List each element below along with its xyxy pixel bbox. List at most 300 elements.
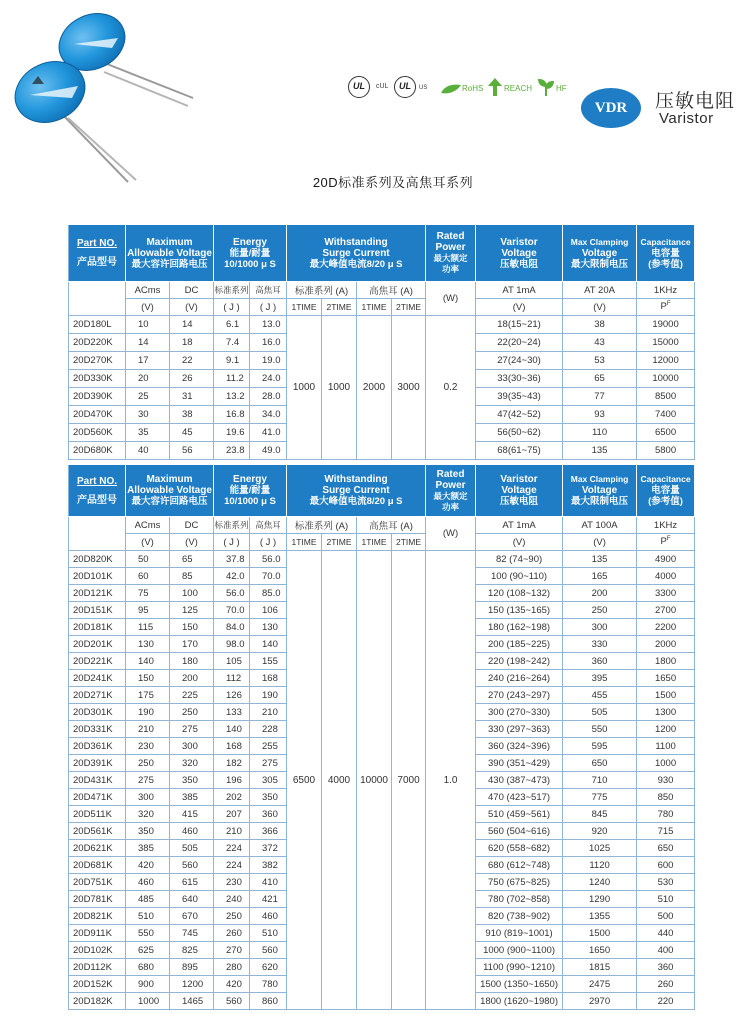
part-number-cell: 20D781K	[69, 891, 126, 908]
subheader-energy-high: 高焦耳	[250, 517, 287, 534]
dc-cell: 670	[170, 908, 214, 925]
header-part-no: Part NO. 产品型号	[69, 225, 126, 282]
energy-std-cell: 207	[214, 806, 250, 823]
clamp-voltage-cell: 710	[563, 772, 637, 789]
energy-high-cell: 34.0	[250, 406, 287, 424]
capacitance-cell: 850	[637, 789, 695, 806]
acms-cell: 35	[126, 424, 170, 442]
varistor-voltage-cell: 1100 (990~1210)	[476, 959, 563, 976]
energy-high-cell: 19.0	[250, 352, 287, 370]
dc-cell: 505	[170, 840, 214, 857]
clamp-voltage-cell: 650	[563, 755, 637, 772]
subheader-varistor-test: AT 1mA	[476, 517, 563, 534]
surge-high-1time-cell: 2000	[357, 316, 392, 460]
unit-time2-std: 2TIME	[322, 534, 357, 551]
clamp-voltage-cell: 1355	[563, 908, 637, 925]
acms-cell: 385	[126, 840, 170, 857]
clamp-voltage-cell: 1650	[563, 942, 637, 959]
acms-cell: 550	[126, 925, 170, 942]
dc-cell: 45	[170, 424, 214, 442]
unit-acms: (V)	[126, 299, 170, 316]
energy-std-cell: 23.8	[214, 442, 250, 460]
part-number-cell: 20D621K	[69, 840, 126, 857]
unit-time1-std: 1TIME	[287, 534, 322, 551]
acms-cell: 485	[126, 891, 170, 908]
capacitance-cell: 530	[637, 874, 695, 891]
energy-high-cell: 155	[250, 653, 287, 670]
clamp-voltage-cell: 53	[563, 352, 637, 370]
capacitance-cell: 1800	[637, 653, 695, 670]
subheader-energy-high: 高焦耳	[250, 282, 287, 299]
part-number-cell: 20D911K	[69, 925, 126, 942]
acms-cell: 30	[126, 406, 170, 424]
part-number-cell: 20D511K	[69, 806, 126, 823]
capacitance-cell: 2000	[637, 636, 695, 653]
capacitance-cell: 220	[637, 993, 695, 1010]
energy-high-cell: 350	[250, 789, 287, 806]
clamp-voltage-cell: 93	[563, 406, 637, 424]
surge-high-1time-cell: 10000	[357, 551, 392, 1010]
energy-high-cell: 780	[250, 976, 287, 993]
clamp-voltage-cell: 300	[563, 619, 637, 636]
rated-power-cell: 1.0	[426, 551, 476, 1010]
part-number-cell: 20D102K	[69, 942, 126, 959]
subheader-unit-w: (W)	[426, 282, 476, 316]
energy-std-cell: 7.4	[214, 334, 250, 352]
clamp-voltage-cell: 455	[563, 687, 637, 704]
energy-std-cell: 84.0	[214, 619, 250, 636]
surge-std-2time-cell: 1000	[322, 316, 357, 460]
part-number-cell: 20D431K	[69, 772, 126, 789]
energy-std-cell: 126	[214, 687, 250, 704]
energy-high-cell: 255	[250, 738, 287, 755]
capacitance-cell: 3300	[637, 585, 695, 602]
capacitance-cell: 8500	[637, 388, 695, 406]
capacitance-cell: 360	[637, 959, 695, 976]
capacitance-cell: 650	[637, 840, 695, 857]
reach-label: REACH	[504, 84, 533, 93]
header-max-voltage: Maximum Allowable Voltage 最大容许回路电压	[126, 225, 214, 282]
varistor-voltage-cell: 1500 (1350~1650)	[476, 976, 563, 993]
clamp-voltage-cell: 135	[563, 551, 637, 568]
acms-cell: 510	[126, 908, 170, 925]
subheader-surge-std: 标准系列 (A)	[287, 517, 357, 534]
acms-cell: 130	[126, 636, 170, 653]
dc-cell: 180	[170, 653, 214, 670]
part-number-cell: 20D270K	[69, 352, 126, 370]
acms-cell: 420	[126, 857, 170, 874]
energy-high-cell: 860	[250, 993, 287, 1010]
series-title: 20D标准系列及高焦耳系列	[312, 175, 474, 190]
dc-cell: 100	[170, 585, 214, 602]
energy-high-cell: 70.0	[250, 568, 287, 585]
dc-cell: 415	[170, 806, 214, 823]
capacitance-cell: 10000	[637, 370, 695, 388]
dc-cell: 1200	[170, 976, 214, 993]
energy-std-cell: 16.8	[214, 406, 250, 424]
unit-dc: (V)	[170, 534, 214, 551]
energy-std-cell: 168	[214, 738, 250, 755]
header-rated-power: Rated Power 最大额定 功率	[426, 465, 476, 517]
clamp-voltage-cell: 43	[563, 334, 637, 352]
capacitance-cell: 930	[637, 772, 695, 789]
energy-std-cell: 98.0	[214, 636, 250, 653]
dc-cell: 200	[170, 670, 214, 687]
energy-high-cell: 360	[250, 806, 287, 823]
energy-std-cell: 182	[214, 755, 250, 772]
varistor-voltage-cell: 18(15~21)	[476, 316, 563, 334]
unit-clamp: (V)	[563, 534, 637, 551]
energy-std-cell: 112	[214, 670, 250, 687]
energy-std-cell: 280	[214, 959, 250, 976]
part-number-cell: 20D241K	[69, 670, 126, 687]
energy-std-cell: 13.2	[214, 388, 250, 406]
unit-time2-high: 2TIME	[392, 534, 426, 551]
subheader-acms: ACms	[126, 517, 170, 534]
clamp-voltage-cell: 77	[563, 388, 637, 406]
part-number-cell: 20D470K	[69, 406, 126, 424]
acms-cell: 140	[126, 653, 170, 670]
unit-dc: (V)	[170, 299, 214, 316]
varistor-voltage-cell: 150 (135~165)	[476, 602, 563, 619]
energy-high-cell: 130	[250, 619, 287, 636]
unit-energy-high: ( J )	[250, 534, 287, 551]
subheader-energy-std: 标准系列	[214, 282, 250, 299]
part-number-cell: 20D391K	[69, 755, 126, 772]
capacitance-cell: 2200	[637, 619, 695, 636]
capacitance-cell: 715	[637, 823, 695, 840]
acms-cell: 250	[126, 755, 170, 772]
varistor-voltage-cell: 68(61~75)	[476, 442, 563, 460]
part-number-cell: 20D220K	[69, 334, 126, 352]
clamp-voltage-cell: 1120	[563, 857, 637, 874]
dc-cell: 125	[170, 602, 214, 619]
unit-capacitance: $P^F$	[637, 534, 695, 551]
varistor-voltage-cell: 390 (351~429)	[476, 755, 563, 772]
varistor-voltage-cell: 430 (387~473)	[476, 772, 563, 789]
dc-cell: 38	[170, 406, 214, 424]
part-number-cell: 20D101K	[69, 568, 126, 585]
part-number-cell: 20D471K	[69, 789, 126, 806]
part-number-cell: 20D330K	[69, 370, 126, 388]
energy-std-cell: 140	[214, 721, 250, 738]
dc-cell: 350	[170, 772, 214, 789]
part-number-cell: 20D151K	[69, 602, 126, 619]
part-number-cell: 20D182K	[69, 993, 126, 1010]
varistor-voltage-cell: 680 (612~748)	[476, 857, 563, 874]
energy-high-cell: 366	[250, 823, 287, 840]
subheader-acms: ACms	[126, 282, 170, 299]
acms-cell: 75	[126, 585, 170, 602]
unit-varistor: (V)	[476, 299, 563, 316]
dc-cell: 170	[170, 636, 214, 653]
acms-cell: 680	[126, 959, 170, 976]
capacitance-cell: 1200	[637, 721, 695, 738]
capacitance-cell: 1500	[637, 687, 695, 704]
energy-high-cell: 228	[250, 721, 287, 738]
energy-high-cell: 24.0	[250, 370, 287, 388]
capacitance-cell: 4000	[637, 568, 695, 585]
acms-cell: 300	[126, 789, 170, 806]
acms-cell: 10	[126, 316, 170, 334]
varistor-voltage-cell: 180 (162~198)	[476, 619, 563, 636]
varistor-voltage-cell: 750 (675~825)	[476, 874, 563, 891]
energy-std-cell: 6.1	[214, 316, 250, 334]
brand-title-cn: 压敏电阻	[655, 91, 736, 112]
surge-std-2time-cell: 4000	[322, 551, 357, 1010]
energy-std-cell: 210	[214, 823, 250, 840]
unit-time1-high: 1TIME	[357, 534, 392, 551]
capacitance-cell: 1300	[637, 704, 695, 721]
energy-high-cell: 140	[250, 636, 287, 653]
dc-cell: 275	[170, 721, 214, 738]
dc-cell: 320	[170, 755, 214, 772]
dc-cell: 745	[170, 925, 214, 942]
clamp-voltage-cell: 395	[563, 670, 637, 687]
acms-cell: 40	[126, 442, 170, 460]
capacitance-cell: 440	[637, 925, 695, 942]
cul-mark-icon: UL	[394, 76, 416, 98]
varistor-voltage-cell: 200 (185~225)	[476, 636, 563, 653]
part-no-blank	[69, 282, 126, 316]
varistor-voltage-cell: 39(35~43)	[476, 388, 563, 406]
varistor-voltage-cell: 56(50~62)	[476, 424, 563, 442]
capacitance-cell: 7400	[637, 406, 695, 424]
varistor-voltage-cell: 360 (324~396)	[476, 738, 563, 755]
part-number-cell: 20D361K	[69, 738, 126, 755]
energy-std-cell: 420	[214, 976, 250, 993]
clamp-voltage-cell: 920	[563, 823, 637, 840]
reach-tree-icon	[488, 78, 502, 101]
varistor-voltage-cell: 22(20~24)	[476, 334, 563, 352]
acms-cell: 175	[126, 687, 170, 704]
table1-body	[69, 316, 695, 460]
capacitance-cell: 780	[637, 806, 695, 823]
varistor-voltage-cell: 820 (738~902)	[476, 908, 563, 925]
header-surge-current: Withstanding Surge Current 最大峰值电流8/20 μ S	[287, 465, 426, 517]
dc-cell: 85	[170, 568, 214, 585]
unit-energy-std: ( J )	[214, 534, 250, 551]
part-number-cell: 20D181K	[69, 619, 126, 636]
surge-high-2time-cell: 7000	[392, 551, 426, 1010]
acms-cell: 60	[126, 568, 170, 585]
acms-cell: 230	[126, 738, 170, 755]
varistor-voltage-cell: 33(30~36)	[476, 370, 563, 388]
varistor-voltage-cell: 100 (90~110)	[476, 568, 563, 585]
energy-high-cell: 382	[250, 857, 287, 874]
clamp-voltage-cell: 330	[563, 636, 637, 653]
unit-time2-std: 2TIME	[322, 299, 357, 316]
hf-plant-icon	[538, 78, 554, 101]
varistor-voltage-cell: 27(24~30)	[476, 352, 563, 370]
table-row	[69, 316, 695, 334]
acms-cell: 1000	[126, 993, 170, 1010]
acms-cell: 115	[126, 619, 170, 636]
vdr-badge: VDR	[581, 88, 641, 128]
energy-high-cell: 460	[250, 908, 287, 925]
acms-cell: 17	[126, 352, 170, 370]
dc-cell: 14	[170, 316, 214, 334]
header-rated-power: Rated Power 最大额定 功率	[426, 225, 476, 282]
unit-time2-high: 2TIME	[392, 299, 426, 316]
capacitance-cell: 260	[637, 976, 695, 993]
header-capacitance: Capacitance 电容量 (参考值)	[637, 465, 695, 517]
header-clamping-voltage: Max Clamping Voltage 最大限制电压	[563, 225, 637, 282]
unit-energy-high: ( J )	[250, 299, 287, 316]
acms-cell: 95	[126, 602, 170, 619]
capacitance-cell: 510	[637, 891, 695, 908]
clamp-voltage-cell: 1500	[563, 925, 637, 942]
acms-cell: 275	[126, 772, 170, 789]
capacitance-cell: 15000	[637, 334, 695, 352]
clamp-voltage-cell: 845	[563, 806, 637, 823]
clamp-voltage-cell: 505	[563, 704, 637, 721]
unit-acms: (V)	[126, 534, 170, 551]
dc-cell: 150	[170, 619, 214, 636]
energy-high-cell: 49.0	[250, 442, 287, 460]
clamp-voltage-cell: 550	[563, 721, 637, 738]
cul-label: cUL	[376, 83, 389, 90]
energy-std-cell: 37.8	[214, 551, 250, 568]
capacitance-cell: 1000	[637, 755, 695, 772]
rohs-label: RoHS	[462, 84, 484, 93]
dc-cell: 385	[170, 789, 214, 806]
subheader-dc: DC	[170, 517, 214, 534]
part-number-cell: 20D561K	[69, 823, 126, 840]
part-number-cell: 20D390K	[69, 388, 126, 406]
clamp-voltage-cell: 135	[563, 442, 637, 460]
brand-title-en: Varistor	[659, 110, 714, 127]
capacitance-cell: 1100	[637, 738, 695, 755]
unit-energy-std: ( J )	[214, 299, 250, 316]
header-part-no: Part NO. 产品型号	[69, 465, 126, 517]
dc-cell: 65	[170, 551, 214, 568]
energy-high-cell: 106	[250, 602, 287, 619]
energy-high-cell: 16.0	[250, 334, 287, 352]
capacitance-cell: 6500	[637, 424, 695, 442]
certification-row	[348, 74, 573, 102]
varistor-voltage-cell: 1000 (900~1100)	[476, 942, 563, 959]
energy-high-cell: 28.0	[250, 388, 287, 406]
energy-std-cell: 560	[214, 993, 250, 1010]
clamp-voltage-cell: 38	[563, 316, 637, 334]
subheader-surge-std: 标准系列 (A)	[287, 282, 357, 299]
header-clamping-voltage: Max Clamping Voltage 最大限制电压	[563, 465, 637, 517]
part-number-cell: 20D560K	[69, 424, 126, 442]
subheader-dc: DC	[170, 282, 214, 299]
varistor-voltage-cell: 1800 (1620~1980)	[476, 993, 563, 1010]
clamp-voltage-cell: 2970	[563, 993, 637, 1010]
energy-std-cell: 250	[214, 908, 250, 925]
acms-cell: 900	[126, 976, 170, 993]
capacitance-cell: 19000	[637, 316, 695, 334]
energy-high-cell: 168	[250, 670, 287, 687]
part-number-cell: 20D201K	[69, 636, 126, 653]
subheader-khz: 1KHz	[637, 517, 695, 534]
clamp-voltage-cell: 65	[563, 370, 637, 388]
capacitance-cell: 4900	[637, 551, 695, 568]
varistor-voltage-cell: 620 (558~682)	[476, 840, 563, 857]
dc-cell: 56	[170, 442, 214, 460]
varistor-voltage-cell: 270 (243~297)	[476, 687, 563, 704]
energy-high-cell: 85.0	[250, 585, 287, 602]
clamp-voltage-cell: 200	[563, 585, 637, 602]
energy-high-cell: 210	[250, 704, 287, 721]
energy-high-cell: 275	[250, 755, 287, 772]
varistor-voltage-cell: 560 (504~616)	[476, 823, 563, 840]
clamp-voltage-cell: 775	[563, 789, 637, 806]
part-number-cell: 20D820K	[69, 551, 126, 568]
dc-cell: 225	[170, 687, 214, 704]
clamp-voltage-cell: 1025	[563, 840, 637, 857]
varistor-voltage-cell: 120 (108~132)	[476, 585, 563, 602]
dc-cell: 825	[170, 942, 214, 959]
surge-high-2time-cell: 3000	[392, 316, 426, 460]
energy-high-cell: 372	[250, 840, 287, 857]
header-varistor-voltage: Varistor Voltage 压敏电阻	[476, 465, 563, 517]
energy-std-cell: 56.0	[214, 585, 250, 602]
surge-std-1time-cell: 6500	[287, 551, 322, 1010]
clamp-voltage-cell: 250	[563, 602, 637, 619]
capacitance-cell: 1650	[637, 670, 695, 687]
varistor-voltage-cell: 300 (270~330)	[476, 704, 563, 721]
clamp-voltage-cell: 595	[563, 738, 637, 755]
energy-high-cell: 190	[250, 687, 287, 704]
capacitance-cell: 400	[637, 942, 695, 959]
energy-std-cell: 70.0	[214, 602, 250, 619]
acms-cell: 190	[126, 704, 170, 721]
energy-high-cell: 13.0	[250, 316, 287, 334]
energy-std-cell: 224	[214, 857, 250, 874]
energy-std-cell: 19.6	[214, 424, 250, 442]
ul-mark-icon: UL	[348, 76, 370, 98]
energy-high-cell: 56.0	[250, 551, 287, 568]
energy-std-cell: 133	[214, 704, 250, 721]
part-no-blank	[69, 517, 126, 551]
acms-cell: 625	[126, 942, 170, 959]
energy-std-cell: 224	[214, 840, 250, 857]
clamp-voltage-cell: 110	[563, 424, 637, 442]
part-number-cell: 20D301K	[69, 704, 126, 721]
clamp-voltage-cell: 1815	[563, 959, 637, 976]
clamp-voltage-cell: 2475	[563, 976, 637, 993]
energy-high-cell: 620	[250, 959, 287, 976]
header-max-voltage: Maximum Allowable Voltage 最大容许回路电压	[126, 465, 214, 517]
part-number-cell: 20D180L	[69, 316, 126, 334]
part-number-cell: 20D331K	[69, 721, 126, 738]
energy-std-cell: 230	[214, 874, 250, 891]
energy-std-cell: 196	[214, 772, 250, 789]
dc-cell: 31	[170, 388, 214, 406]
dc-cell: 460	[170, 823, 214, 840]
varistor-voltage-cell: 240 (216~264)	[476, 670, 563, 687]
acms-cell: 50	[126, 551, 170, 568]
part-number-cell: 20D152K	[69, 976, 126, 993]
part-number-cell: 20D751K	[69, 874, 126, 891]
acms-cell: 14	[126, 334, 170, 352]
energy-std-cell: 105	[214, 653, 250, 670]
energy-high-cell: 41.0	[250, 424, 287, 442]
dc-cell: 560	[170, 857, 214, 874]
varistor-voltage-cell: 330 (297~363)	[476, 721, 563, 738]
acms-cell: 460	[126, 874, 170, 891]
header-capacitance: Capacitance 电容量 (参考值)	[637, 225, 695, 282]
energy-std-cell: 11.2	[214, 370, 250, 388]
part-number-cell: 20D121K	[69, 585, 126, 602]
part-number-cell: 20D271K	[69, 687, 126, 704]
spec-table-high-voltage	[68, 464, 695, 1010]
varistor-product-image	[0, 0, 200, 190]
